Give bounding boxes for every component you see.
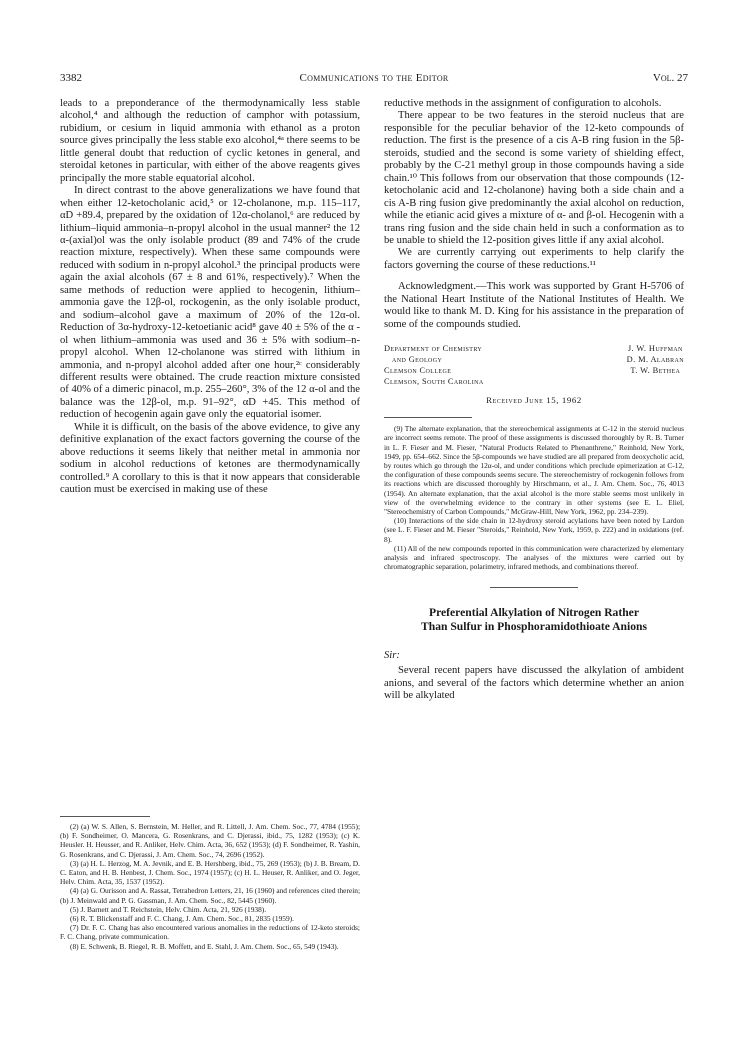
footnote-rule [384, 417, 472, 418]
acknowledgment [384, 281, 684, 331]
next-article-title [384, 606, 684, 634]
footnote: (2) (a) W. S. Allen, S. Bernstein, M. Heller, and R. Littell, J. Am. Chem. Soc., 77, 4784 (1955); (b) F. Sondheimer, O. Mancera, G. Rosenkrans, and C. Djerassi, ibid., 75, 1282 (1953); (c) K. Heusler. H. Heusser, and R. Anliker, Helv. Chim. Acta, 36, 652 (1953); (d) F. Sondheimer, R. Yashin, G. Rosenkrans, and C. Djerassi, J. Am. Chem. Soc., 74, 2696 (1952). [60, 822, 360, 859]
footnote: (5) J. Barnett and T. Reichstein, Helv. Chim. Acta, 21, 926 (1938). [70, 904, 267, 914]
volume-label: Vol. 27 [652, 72, 688, 84]
title-line: Than Sulfur in Phosphoramidothioate Anions [421, 620, 647, 634]
paragraph: We are currently carrying out experiments to help clarify the factors governing the course of these reductions.¹¹ [384, 247, 684, 271]
page-header [60, 72, 688, 86]
article-divider [490, 587, 578, 588]
affiliation-line: Clemson College [384, 366, 452, 376]
paragraph: Several recent papers have discussed the alkylation of ambident anions, and several of the factors which determine whether an anion will be alkylated [384, 665, 684, 702]
salutation: Sir: [384, 650, 400, 662]
acknowledgment-text: —This work was supported by Grant H-5706 of the National Heart Institute of the National Institutes of Health. We would like to thank M. D. King for his assistance in the preparation of some of the compounds studied. [384, 281, 684, 330]
author-name: T. W. Bethea [630, 366, 681, 376]
footnote: (4) (a) G. Ourisson and A. Rassat, Tetrahedron Letters, 21, 16 (1960) and references cited therein; (b) J. Meinwald and P. G. Gassman, J. Am. Chem. Soc., 82, 5445 (1960). [60, 886, 360, 905]
footnote: (9) The alternate explanation, that the stereochemical assignments at C-12 in the steroid nucleus are incorrect seems remote. The proof of these assignments is discussed thoroughly by R. B. Turner in L. F. Fieser and M. Fieser, "Natural Products Related to Phenanthrene," Reinhold, New York, 1949, pp. 654–662. Since the 5β-compounds we have studied are all prepared from deoxycholic acid, by routes which go through the 12α-ol, and under conditions which preclude epimerization at C-12, the configuration of these compounds seems secure. The stereochemistry of rockogenin follows from its reactions which are discussed thoroughly by Hirschmann, et al., J. Am. Chem. Soc., 76, 4013 (1954). An alternate explanation, that the axial alcohol is the more stable seems most unlikely in view of the overwhelming evidence to the contrary in other systems (see E. L. Eliel, "Stereochemistry of Carbon Compounds," McGraw-Hill, New York, 1962, pp. 234–239). [384, 424, 684, 516]
paragraph: reductive methods in the assignment of configuration to alcohols. [384, 98, 662, 109]
footnote: (8) E. Schwenk, B. Riegel, R. B. Moffett, and E. Stahl, J. Am. Chem. Soc., 65, 549 (1943). [70, 941, 339, 951]
author-name: D. M. Alabran [626, 355, 684, 365]
authors [627, 343, 684, 376]
paragraph: In direct contrast to the above generalizations we have found that when either 12-ketocholanic acid,⁵ or 12-cholanone, m.p. 115–117, αD +89.4, prepared by the oxidation of 12α-cholanol,⁶ are reduced by lithium–liquid ammonia–n-propyl alcohol in the usual manner² the 12 α-(axial)ol was the only isolable product (89 and 74% of the crude reaction mixture, respectively). When these same compounds were reduced with sodium in n-propyl alcohol.³ the principal products were again the axial alcohols (67 ± 8 and 61%, respectively).⁷ When the same methods of reduction were applied to hecogenin, lithium–ammonia gave the 12β-ol, rockogenin, as the only isolable product, and sodium–alcohol gave a maximum of 20% of the 12α-ol. Reduction of 3α-hydroxy-12-ketoetianic acid⁸ gave 40 ± 5% of the α -ol when lithium–ammonia was used and 36 ± 5% with sodium–n-propyl alcohol. When 12-cholanone was stirred with lithium in ammonia, and n-propyl alcohol added after one hour,²ᶜ considerably different results were obtained. The crude reaction mixture consisted of 40% of a dimeric pinacol, m.p. 255–260°, 3% of the 12 α-ol and the balance was the 12β-ol, m.p. 91–92°, αD +45. This method of reduction of hecogenin again gave only the equatorial isomer. [60, 185, 360, 421]
page-number: 3382 [60, 72, 82, 84]
left-column [60, 98, 360, 497]
affiliation [384, 343, 484, 387]
signature-block [384, 343, 684, 387]
title-line: Preferential Alkylation of Nitrogen Rather [429, 606, 639, 620]
running-title: Communications to the Editor [299, 72, 449, 84]
footnote: (3) (a) H. L. Herzog, M. A. Jevnik, and E. B. Hershberg, ibid., 75, 269 (1953); (b) J. B. Bream, D. C. Eaton, and H. B. Henbest, J. Chem. Soc., 1974 (1957); (c) H. L. Heuser, R. Anliker, and O. Jeger, Helv. Chim. Acta, 35, 1537 (1952). [60, 858, 360, 887]
right-column [384, 98, 684, 703]
footnote-rule [60, 816, 150, 817]
affiliation-line: Clemson, South Carolina [384, 377, 484, 387]
paragraph: leads to a preponderance of the thermodynamically less stable alcohol,⁴ and although the reduction of camphor with potassium, rubidium, or cesium in liquid ammonia with ethanol as a proton source gives principally the less stable exo alcohol,⁴ᵃ there seems to be little general doubt that reduction of cyclic ketones in general, and steroidal ketones in particular, with either of the above reagents gives principally the more stable equatorial alcohol. [60, 98, 360, 184]
footnote: (10) Interactions of the side chain in 12-hydroxy steroid acylations have been noted by Lardon (see L. F. Fieser and M. Fieser "Steroids," Reinhold, New York, 1959, p. 222) and in oxidations (ref. 8). [384, 516, 684, 544]
received-date: Received June 15, 1962 [486, 395, 582, 406]
affiliation-line: Department of Chemistry [384, 344, 483, 354]
author-name: J. W. Huffman [627, 344, 683, 354]
affiliation-line: and Geology [392, 355, 443, 365]
footnote: (6) R. T. Blickenstaff and F. C. Chang, J. Am. Chem. Soc., 81, 2835 (1959). [70, 914, 294, 924]
footnote: (7) Dr. F. C. Chang has also encountered various anomalies in the reductions of 12-keto steroids; F. C. Chang, private communication. [60, 923, 360, 942]
footnote: (11) All of the new compounds reported in this communication were characterized by elementary analysis and infrared spectroscopy. The analyses of the mixtures were carried out by chromatographic separation, polarimetry, infrared methods, and combinations thereof. [384, 543, 684, 572]
left-footnotes [60, 822, 360, 951]
paragraph: While it is difficult, on the basis of the above evidence, to give any definitive explanation of the exact factors governing the course of the above reductions it seems likely that neither metal in ammonia nor sodium in alcohol reductions of ketones are thermodynamically controlled.⁹ A corollary to this is that it now appears that considerable caution must be exercised in making use of these [60, 421, 360, 496]
acknowledgment-heading: Acknowledgment. [398, 281, 476, 293]
paragraph: There appear to be two features in the steroid nucleus that are responsible for the peculiar behavior of the 12-keto compounds of reduction. The first is the presence of a cis A-B ring fusion in the 5β-steroids, studied and the second is some variety of shielding effect, probably by the C-21 methyl group in those compounds having a side chain.¹⁰ This follows from our observation that those compounds (12-ketocholanic acid and 12-cholanone) having both a side chain and a cis A-B ring fusion give predominantly the axial alcohol on reduction, while the etianic acid gives a mixture of α- and β-ol. Hecogenin with a trans ring fusion and the side chain held in such a conformation as to be unable to shield the 12-position gives little if any axial alcohol. [384, 110, 684, 246]
